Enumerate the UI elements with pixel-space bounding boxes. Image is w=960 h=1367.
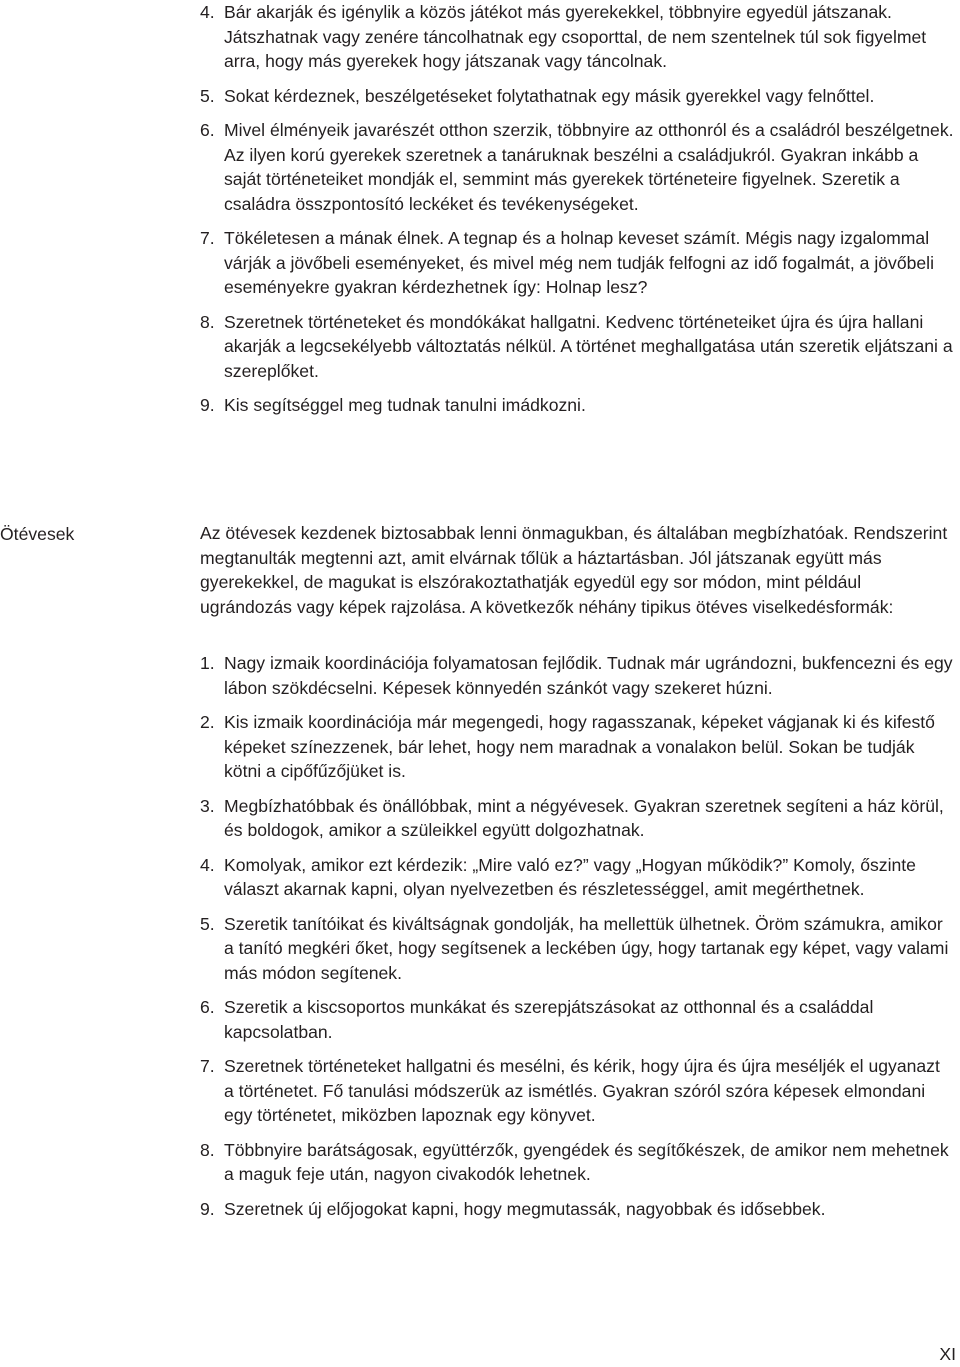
item-text: Szeretik a kiscsoportos munkákat és szerepjátszásokat az otthonnal és a családdal kapcsolatban. xyxy=(224,997,874,1042)
list-item xyxy=(200,84,954,109)
list-item xyxy=(200,995,954,1044)
item-number: 5. xyxy=(200,913,215,934)
item-text: Szeretik tanítóikat és kiváltságnak gondolják, ha mellettük ülhetnek. Öröm számukra, amikor a tanító megkéri őket, hogy segítsenek a leckében úgy, hogy tartanak egy képet, vagy valami más módon segítenek. xyxy=(224,913,949,983)
item-text: Többnyire barátságosak, együttérzők, gyengédek és segítőkészek, de amikor nem mehetnek a maguk feje után, nagyon civakodók lehetnek. xyxy=(224,1139,949,1184)
list-item xyxy=(200,794,954,843)
item-number: 9. xyxy=(200,395,215,415)
item-text: Tökéletesen a mának élnek. A tegnap és a holnap keveset számít. Mégis nagy izgalommal várják a jövőbeli eseményeket, és mivel még nem tudják felfogni az idő fogalmát, a jövőbeli eseményekre gyakran kérdezhetnek így: Holnap lesz? xyxy=(224,228,934,297)
item-text: Sokat kérdeznek, beszélgetéseket folytathatnak egy másik gyerekkel vagy felnőttel. xyxy=(224,85,875,106)
continued-list xyxy=(200,0,954,428)
section-label: Ötévesek xyxy=(0,524,75,544)
list-item xyxy=(200,1054,954,1128)
item-number: 6. xyxy=(200,120,215,140)
list-item xyxy=(200,912,954,986)
item-text: Kis izmaik koordinációja már megengedi, hogy ragasszanak, képeket vágjanak ki és kifestő képeket színezzenek, bár lehet, hogy nem maradnak a vonalakon belül. Sokan be tudják kötni a cipőfűzőjüket is. xyxy=(224,712,935,781)
item-number: 5. xyxy=(200,85,215,106)
item-text: Kis segítséggel meg tudnak tanulni imádkozni. xyxy=(224,395,586,415)
list-item xyxy=(200,226,954,300)
item-number: 8. xyxy=(200,1139,215,1160)
list-item xyxy=(200,651,954,700)
item-text: Mivel élményeik javarészét otthon szerzik, többnyire az otthonról és a családról beszélgetnek. Az ilyen korú gyerekek szeretnek a tanáruknak beszélni a családjukról. Gyakran inkább a saját történeteiket mondják el, semmint más gyerekek történeteire figyelnek. Szeretik a családra összpontosító leckéket és tevékenységeket. xyxy=(224,120,954,214)
item-number: 3. xyxy=(200,795,215,816)
section-intro: Az ötévesek kezdenek biztosabbak lenni önmagukban, és általában megbízhatóak. Rendszerint megtanulták megtenni azt, amit elvárnak tőlük a háztartásban. Jól játszanak együtt más gyerekekkel, de magukat is elszórakoztathatják egyedül egy sor módon, mint például ugrándozás vagy képek rajzolása. A következők néhány tipikus ötéves viselkedésformák: xyxy=(200,523,948,617)
list-item xyxy=(200,1138,954,1187)
item-number: 7. xyxy=(200,1056,215,1076)
item-text: Bár akarják és igénylik a közös játékot más gyerekekkel, többnyire egyedül játszanak. Játszhatnak vagy zenére táncolhatnak egy csoporttal, de nem szentelnek túl sok figyelmet arra, hogy más gyerekek hogy játszanak vagy táncolnak. xyxy=(224,2,927,71)
list-item xyxy=(200,0,954,74)
item-number: 4. xyxy=(200,2,215,22)
item-number: 6. xyxy=(200,997,215,1017)
list-item xyxy=(200,1197,954,1222)
list-item xyxy=(200,393,954,418)
item-number: 8. xyxy=(200,311,215,332)
list-item xyxy=(200,310,954,384)
item-text: Komolyak, amikor ezt kérdezik: „Mire való ez?” vagy „Hogyan működik?” Komoly, őszinte választ akarnak kapni, olyan nyelvezetben és részletességgel, amit megérthetnek. xyxy=(224,854,916,899)
item-number: 4. xyxy=(200,854,215,875)
item-text: Megbízhatóbbak és önállóbbak, mint a négyévesek. Gyakran szeretnek segíteni a ház körül, és boldogok, amikor a szüleikkel együtt dolgozhatnak. xyxy=(224,795,944,840)
item-number: 9. xyxy=(200,1198,215,1219)
page-number: XI xyxy=(939,1344,956,1364)
item-number: 1. xyxy=(200,653,215,673)
item-number: 7. xyxy=(200,228,215,248)
item-text: Nagy izmaik koordinációja folyamatosan fejlődik. Tudnak már ugrándozni, bukfencezni és egy lábon szökdécselni. Képesek könnyedén szánkót vagy szekeret húzni. xyxy=(224,653,953,698)
section-list xyxy=(200,651,954,1231)
list-item xyxy=(200,710,954,784)
item-text: Szeretnek történeteket és mondókákat hallgatni. Kedvenc történeteiket újra és újra hallani akarják a legcsekélyebb változtatás nélkül. A történet meghallgatása után szeretik eljátszani a szereplőket. xyxy=(224,311,953,381)
item-text: Szeretnek történeteket hallgatni és mesélni, és kérik, hogy újra és újra meséljék el ugyanazt a történetet. Fő tanulási módszerük az ismétlés. Gyakran szóról szóra képesek elmondani egy történetet, miközben lapoznak egy könyvet. xyxy=(224,1056,940,1125)
list-item xyxy=(200,853,954,902)
item-text: Szeretnek új előjogokat kapni, hogy megmutassák, nagyobbak és idősebbek. xyxy=(224,1198,826,1219)
item-number: 2. xyxy=(200,712,215,732)
list-item xyxy=(200,118,954,216)
